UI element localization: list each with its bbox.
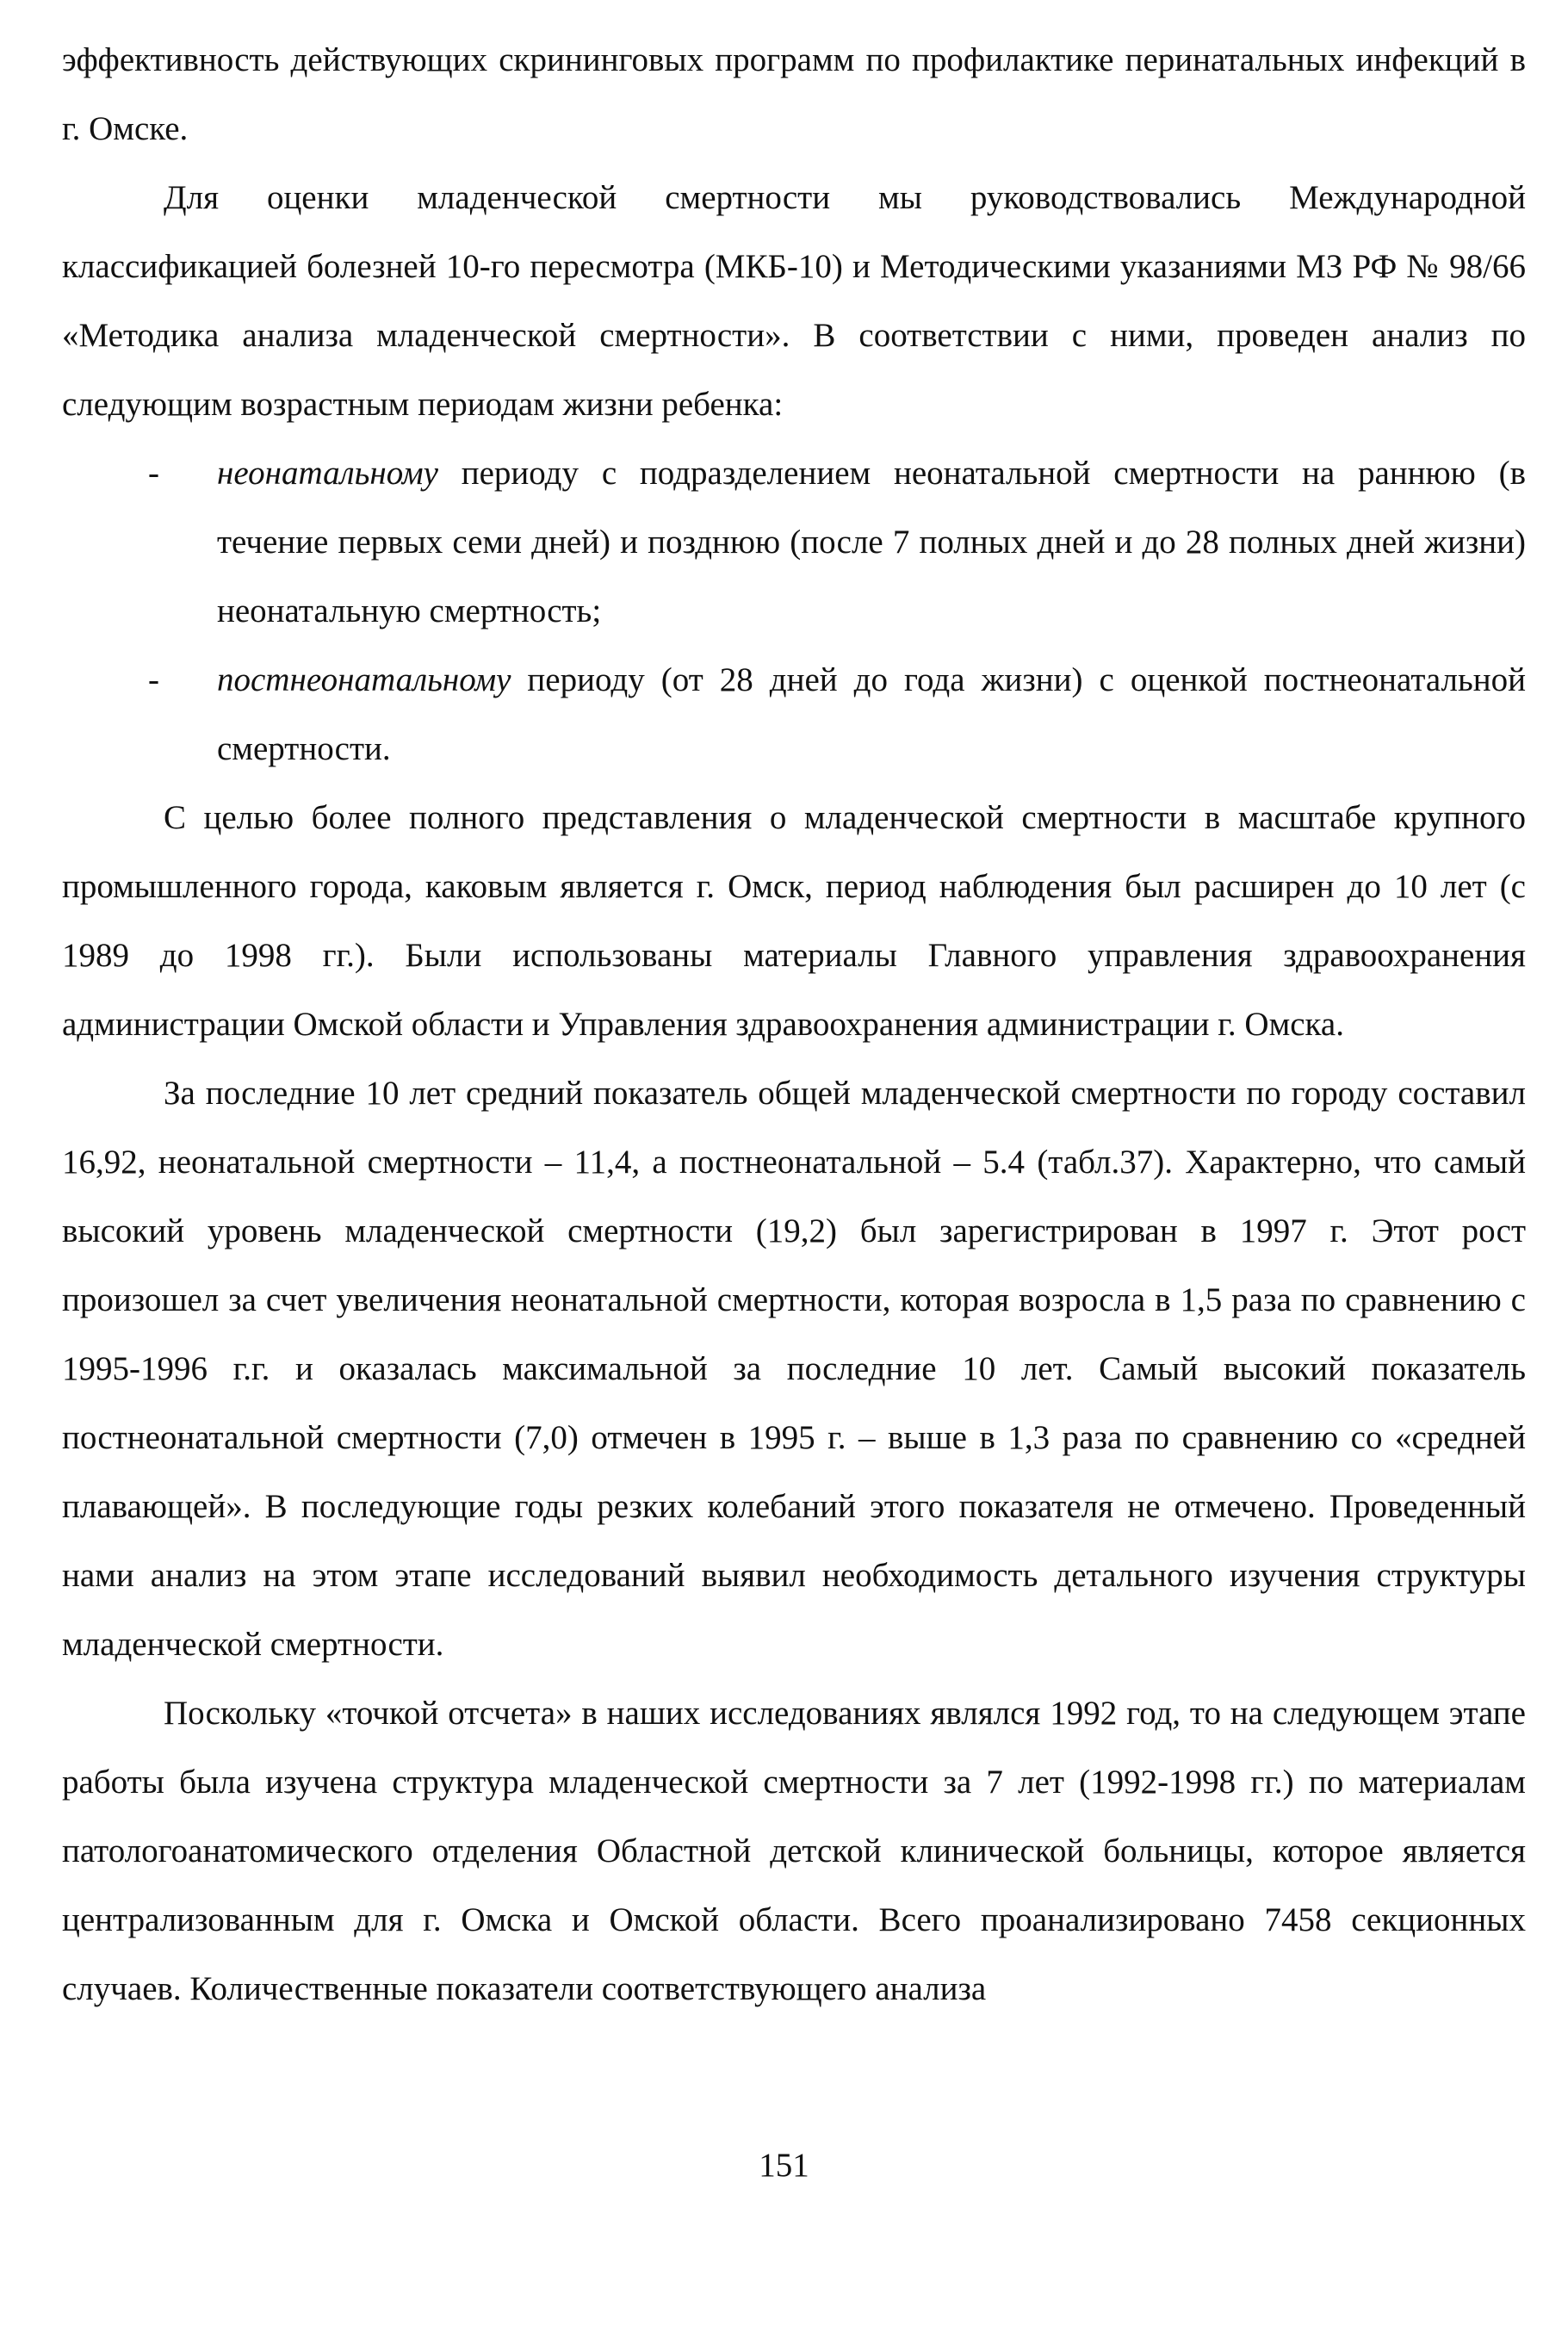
list-term: неонатальному: [217, 455, 438, 492]
paragraph-mortality-rates: За последние 10 лет средний показатель общей младенческой смертности по городу составил 16,92, неонатальной смертности – 11,4, а постнеонатальной – 5.4 (табл.37). Характерно, что самый высокий уровень младенческой смертности (19,2) был зарегистрирован в 1997 г. Этот рост произошел за счет увеличения неонатальной смертности, которая возросла в 1,5 раза по сравнению с 1995-1996 г.г. и оказалась максимальной за последние 10 лет. Самый высокий показатель постнеонатальной смертности (7,0) отмечен в 1995 г. – выше в 1,3 раза по сравнению со «средней плавающей». В последующие годы резких колебаний этого показателя не отмечено. Проведенный нами анализ на этом этапе исследований выявил необходимость детального изучения структуры младенческой смертности.: [62, 1075, 1526, 1663]
list-dash: -: [148, 455, 159, 492]
list-text: периоду (от 28 дней до года жизни) с оценкой постнеонатальной смертности.: [217, 661, 1526, 767]
paragraph-methodology: Для оценки младенческой смертности мы руководствовались Международной классификацией болезней 10-го пересмотра (МКБ-10) и Методическими указаниями МЗ РФ № 98/66 «Методика анализа младенческой смертности». В соответствии с ними, проведен анализ по следующим возрастным периодам жизни ребенка:: [62, 179, 1526, 423]
document-body: [62, 26, 1526, 2024]
list-text: периоду с подразделением неонатальной смертности на раннюю (в течение первых семи дней) и позднюю (после 7 полных дней и до 28 полных дней жизни) неонатальную смертность;: [217, 455, 1526, 629]
page-number: 151: [759, 2147, 809, 2184]
list-dash: -: [148, 661, 159, 698]
paragraph-observation-period: С целью более полного представления о младенческой смертности в масштабе крупного промышленного города, каковым является г. Омск, период наблюдения был расширен до 10 лет (с 1989 до 1998 гг.). Были использованы материалы Главного управления здравоохранения администрации Омской области и Управления здравоохранения администрации г. Омска.: [62, 799, 1526, 1043]
paragraph-structure-analysis: Поскольку «точкой отсчета» в наших исследованиях являлся 1992 год, то на следующем этапе работы была изучена структура младенческой смертности за 7 лет (1992-1998 гг.) по материалам патологоанатомического отделения Областной детской клинической больницы, которое является централизованным для г. Омска и Омской области. Всего проанализировано 7458 секционных случаев. Количественные показатели соответствующего анализа: [62, 1695, 1526, 2007]
list-item-postneonatal: [62, 646, 1526, 784]
list-item-neonatal: [62, 439, 1526, 646]
list-term: постнеонатальному: [217, 661, 511, 698]
paragraph-continuation: эффективность действующих скрининговых программ по профилактике перинатальных инфекций в г. Омске.: [62, 41, 1526, 147]
